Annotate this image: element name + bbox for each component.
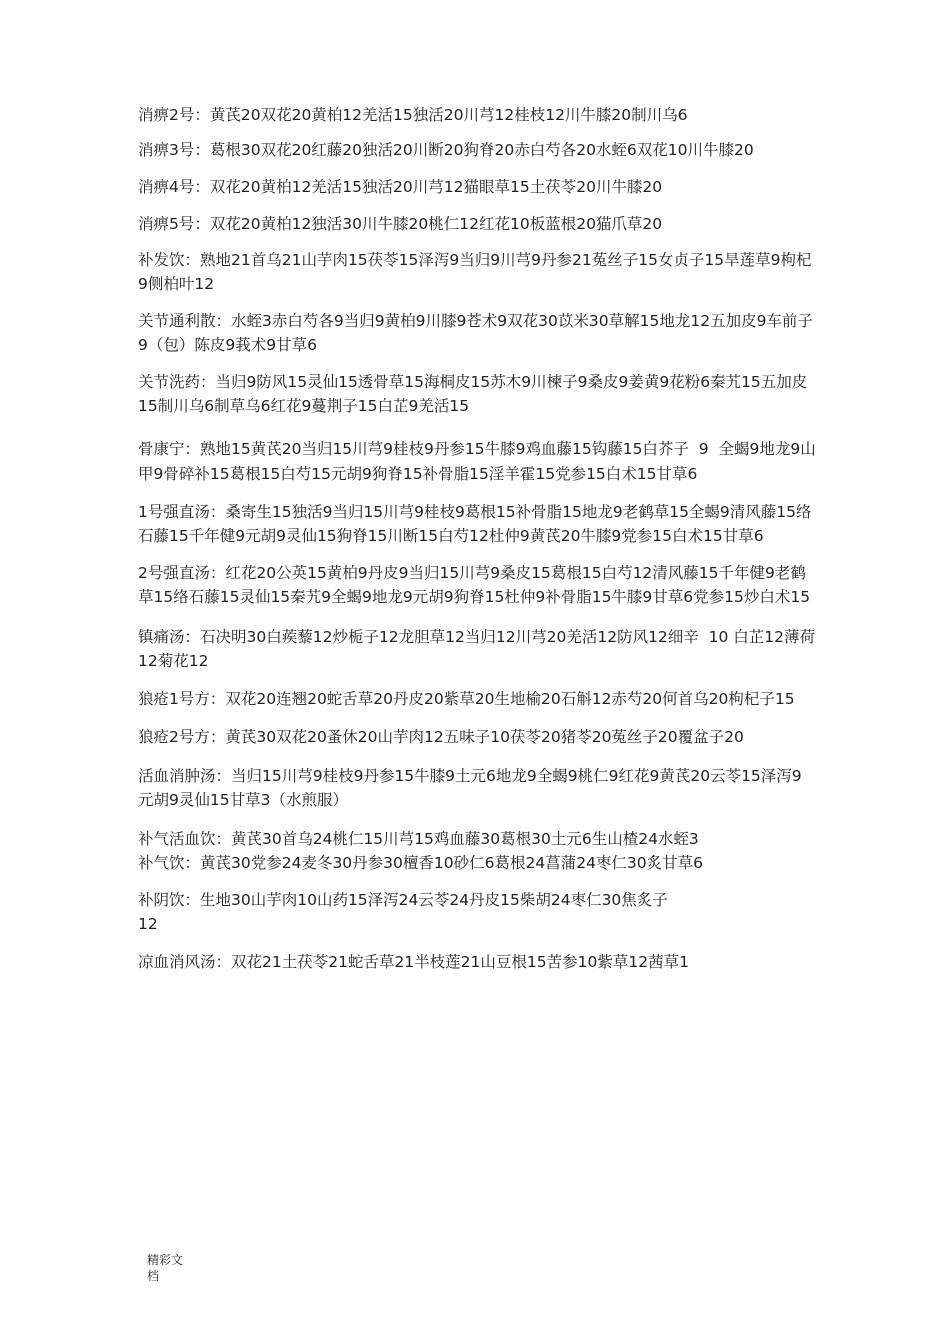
prescription-qiangzhi-tang-2: 2号强直汤：红花20公英15黄柏9丹皮9当归15川芎9桑皮15葛根15白芍12清风藤15千年健9老鹤草15络石藤15灵仙15秦艽9全蝎9地龙9元胡9狗脊15杜仲9补骨脂15牛膝9甘草6党参15炒白术15: [138, 564, 811, 606]
prescription-huoxue-xiaozhong-tang: 活血消肿汤：当归15川芎9桂枝9丹参15牛膝9土元6地龙9全蝎9桃仁9红花9黄芪20云苓15泽泻9元胡9灵仙15甘草3（水煎服）: [138, 767, 802, 809]
footer-line-2: 档: [147, 1269, 160, 1283]
prescription-xiaobi-3: 消痹3号：葛根30双花20红藤20独活20川断20狗脊20赤白芍各20水蛭6双花10川牛膝20: [138, 140, 754, 159]
prescription-langchuang-1: 狼疮1号方：双花20连翘20蛇舌草20丹皮20紫草20生地榆20石斛12赤芍20何首乌20枸杞子15: [138, 690, 795, 708]
prescription-guanjie-xiyao: 关节洗药：当归9防风15灵仙15透骨草15海桐皮15苏木9川楝子9桑皮9姜黄9花粉6秦艽15五加皮15制川乌6制草乌6红花9蔓荆子15白芷9羌活15: [138, 373, 808, 415]
prescription-bufa-yin: 补发饮：熟地21首乌21山芋肉15茯苓15泽泻9当归9川芎9丹参21菟丝子15女贞子15旱莲草9枸杞9侧柏叶12: [138, 251, 812, 293]
footer-watermark: [147, 1252, 197, 1284]
prescription-xiaobi-5: 消痹5号：双花20黄柏12独活30川牛膝20桃仁12红花10板蓝根20猫爪草20: [138, 214, 663, 233]
prescription-xiaobi-4: 消痹4号：双花20黄柏12羌活15独活20川芎12猫眼草15土茯苓20川牛膝20: [138, 178, 663, 196]
prescription-langchuang-2: 狼疮2号方：黄芪30双花20蚤休20山芋肉12五味子10茯苓20猪苓20菟丝子20覆盆子20: [138, 727, 744, 746]
document-body: [138, 104, 816, 975]
prescription-zhentong-tang: 镇痛汤：石决明30白蒺藜12炒栀子12龙胆草12当归12川芎20羌活12防风12细辛 10 白芷12薄荷12菊花12: [138, 628, 816, 670]
prescription-buyin-yin: 补阴饮：生地30山芋肉10山药15泽泻24云苓24丹皮15柴胡24枣仁30焦炙子 12: [138, 891, 668, 933]
prescription-xiaobi-2: 消痹2号：黄芪20双花20黄柏12羌活15独活20川芎12桂枝12川牛膝20制川乌6: [138, 106, 688, 124]
footer-line-1: 精彩文: [147, 1253, 184, 1267]
prescription-qiangzhi-tang-1: 1号强直汤：桑寄生15独活9当归15川芎9桂枝9葛根15补骨脂15地龙9老鹤草15全蝎9清风藤15络石藤15千年健9元胡9灵仙15狗脊15川断15白芍12杜仲9黄芪20牛膝9党参15白术15甘草6: [138, 503, 812, 545]
prescription-gukangning: 骨康宁：熟地15黄芪20当归15川芎9桂枝9丹参15牛膝9鸡血藤15钩藤15白芥子 9 全蝎9地龙9山甲9骨碎补15葛根15白芍15元胡9狗脊15补骨脂15淫羊霍15党参15白术15甘草6: [138, 440, 816, 483]
prescription-buqi-huoxue-yin: 补气活血饮：黄芪30首乌24桃仁15川芎15鸡血藤30葛根30土元6生山楂24水蛭3 补气饮：黄芪30党参24麦冬30丹参30檀香10砂仁6葛根24菖蒲24枣仁30炙甘草6: [138, 830, 704, 872]
prescription-guanjie-tongli-san: 关节通利散：水蛭3赤白芍各9当归9黄柏9川膝9苍术9双花30苡米30草解15地龙12五加皮9车前子9（包）陈皮9莪术9甘草6: [138, 312, 813, 354]
prescription-liangxue-xiaofeng-tang: 凉血消风汤：双花21土茯苓21蛇舌草21半枝莲21山豆根15苦参10紫草12茜草1: [138, 953, 689, 971]
